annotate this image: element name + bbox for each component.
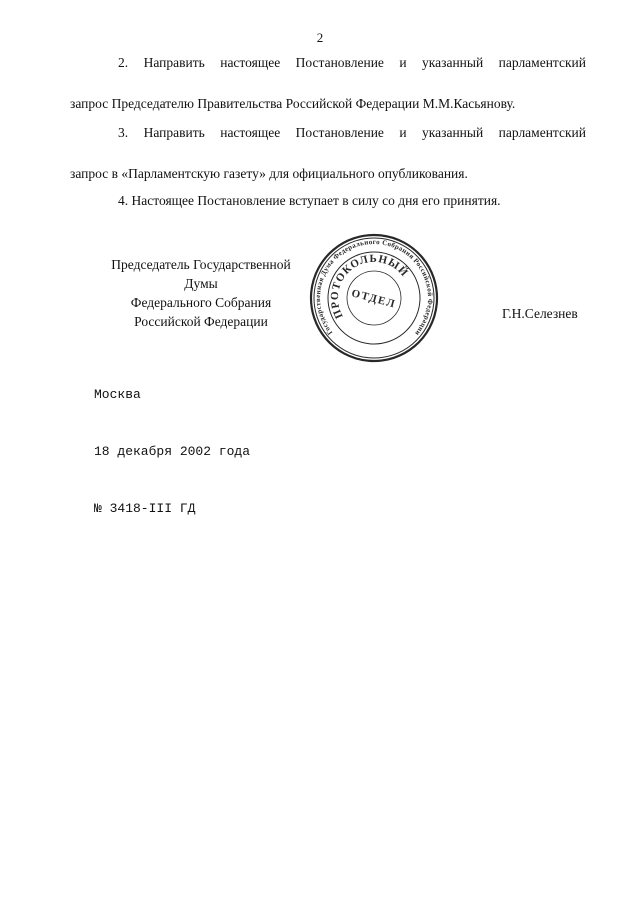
paragraph-2 — [70, 55, 586, 112]
paragraph-3 — [70, 125, 586, 182]
signatory-title-line-1: Председатель Государственной Думы — [111, 257, 291, 291]
signatory-name: Г.Н.Селезнев — [502, 306, 578, 321]
page-number: 2 — [316, 30, 324, 45]
document-number: № 3418-III ГД — [94, 501, 196, 516]
seal-center-text: ОТДЕЛ — [350, 287, 398, 311]
paragraph-3-line-1: 3. Направить настоящее Постановление и указанный парламентский — [118, 125, 586, 140]
place-of-signing: Москва — [94, 387, 141, 402]
paragraph-2-line-2: запрос Председателю Правительства Российской Федерации М.М.Касьянову. — [70, 96, 516, 111]
paragraph-2-line-1: 2. Направить настоящее Постановление и указанный парламентский — [118, 55, 586, 70]
document-date: 18 декабря 2002 года — [94, 444, 251, 459]
document-footer — [94, 347, 250, 537]
seal-outer-text: Государственная Дума Федерального Собрания Российской Федерации — [313, 237, 435, 338]
paragraph-4: 4. Настоящее Постановление вступает в силу со дня его принятия. — [118, 193, 501, 208]
signatory-title — [96, 255, 306, 331]
signatory-title-line-2: Федерального Собрания — [130, 295, 272, 310]
paragraph-3-line-2: запрос в «Парламентскую газету» для официального опубликования. — [70, 166, 468, 181]
signatory-title-line-3: Российской Федерации — [134, 314, 268, 329]
official-seal-stamp — [308, 232, 440, 364]
seal-middle-text: ПРОТОКОЛЬНЫЙ — [328, 252, 411, 321]
